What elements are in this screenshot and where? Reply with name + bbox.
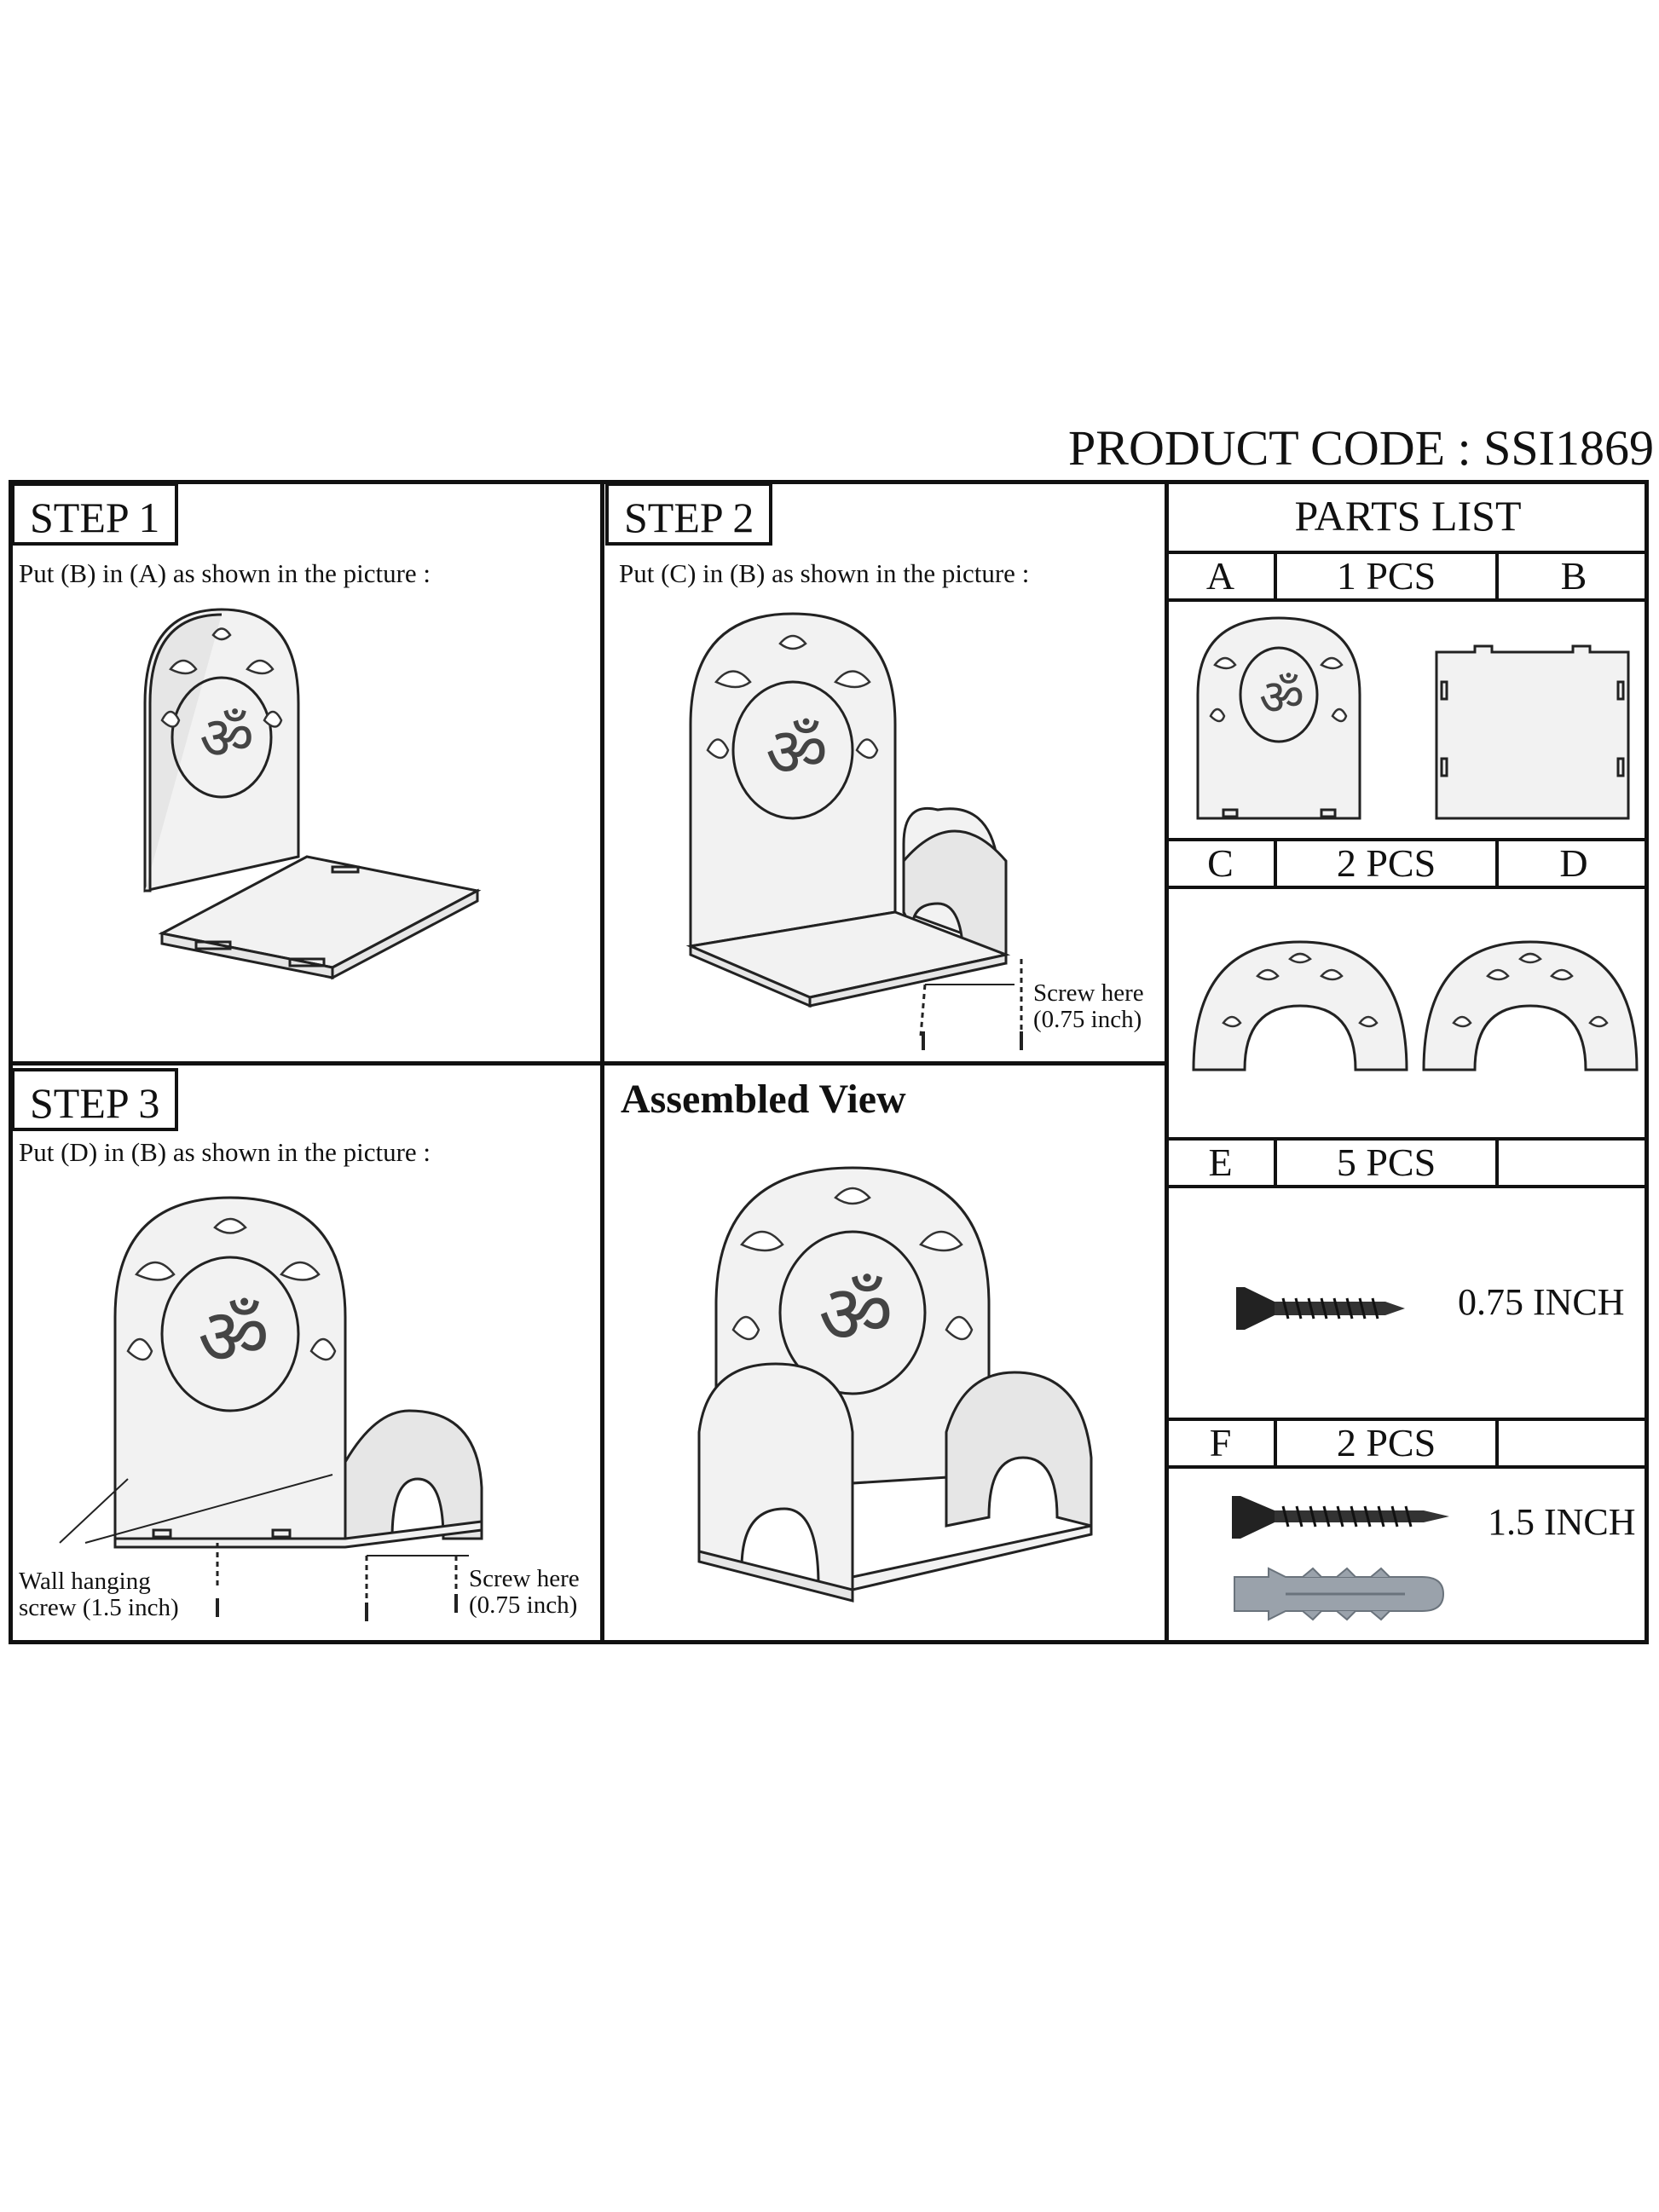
- step-1-instruction: Put (B) in (A) as shown in the picture :: [19, 558, 431, 588]
- step-3-wall-note-line-1: Wall hanging: [19, 1568, 151, 1595]
- svg-text:ॐ: ॐ: [766, 713, 828, 792]
- svg-text:ॐ: ॐ: [199, 703, 254, 773]
- step-2-screw-note-line-2: (0.75 inch): [1033, 1006, 1142, 1033]
- step-2-instruction: Put (C) in (B) as shown in the picture :: [619, 558, 1030, 588]
- step-3-instruction: Put (D) in (B) as shown in the picture :: [19, 1137, 431, 1167]
- assembled-view-illustration: [682, 1151, 1125, 1611]
- step-2-title: STEP 2: [605, 482, 772, 546]
- parts-list-title: PARTS LIST: [1294, 492, 1522, 540]
- svg-text:ॐ: ॐ: [198, 1291, 269, 1383]
- part-c-d-qty: 2 PCS: [1277, 841, 1499, 886]
- parts-a-b-illustration: [1189, 614, 1641, 827]
- parts-row-f: [1167, 1418, 1649, 1469]
- svg-text:ॐ: ॐ: [818, 1267, 893, 1362]
- step-3-wall-note-line-2: screw (1.5 inch): [19, 1594, 179, 1621]
- part-e-label: E: [1167, 1141, 1277, 1185]
- parts-row-e: [1167, 1137, 1649, 1188]
- step-3-wall-note: [19, 1568, 179, 1621]
- part-f-size: 1.5 INCH: [1488, 1501, 1636, 1543]
- parts-row-a-b: [1167, 551, 1649, 602]
- step-3-screw-note: [469, 1566, 580, 1619]
- part-a-b-qty: 1 PCS: [1277, 554, 1499, 598]
- step-2-screw-note: [1033, 980, 1144, 1033]
- parts-row-c-d: [1167, 838, 1649, 889]
- part-e-qty: 5 PCS: [1277, 1141, 1499, 1185]
- part-d-label: D: [1559, 841, 1588, 885]
- part-c-label: C: [1167, 841, 1277, 886]
- step-2-screw-note-line-1: Screw here: [1033, 979, 1144, 1007]
- part-e-size: 0.75 INCH: [1458, 1281, 1625, 1323]
- step-3-title: STEP 3: [11, 1068, 178, 1131]
- part-f-empty: [1499, 1421, 1649, 1465]
- wood-screw-icon: [1236, 1283, 1407, 1334]
- part-f-qty: 2 PCS: [1277, 1421, 1499, 1465]
- part-f-label: F: [1167, 1421, 1277, 1465]
- svg-text:ॐ: ॐ: [1259, 668, 1304, 726]
- wall-screw-icon: [1232, 1492, 1454, 1543]
- step-1-title: STEP 1: [11, 482, 178, 546]
- row-divider: [9, 1061, 1166, 1066]
- step-3-screw-note-line-1: Screw here: [469, 1565, 580, 1592]
- part-a-label: A: [1167, 554, 1277, 598]
- step-1-illustration: [136, 601, 494, 1036]
- parts-c-d-illustration: [1189, 929, 1641, 1074]
- assembled-view-title: Assembled View: [621, 1077, 906, 1122]
- step-3-screw-note-line-2: (0.75 inch): [469, 1591, 578, 1619]
- part-e-empty: [1499, 1141, 1649, 1185]
- product-code: PRODUCT CODE : SSI1869: [1068, 420, 1654, 476]
- part-b-label: B: [1560, 554, 1587, 598]
- wall-plug-icon: [1234, 1564, 1448, 1624]
